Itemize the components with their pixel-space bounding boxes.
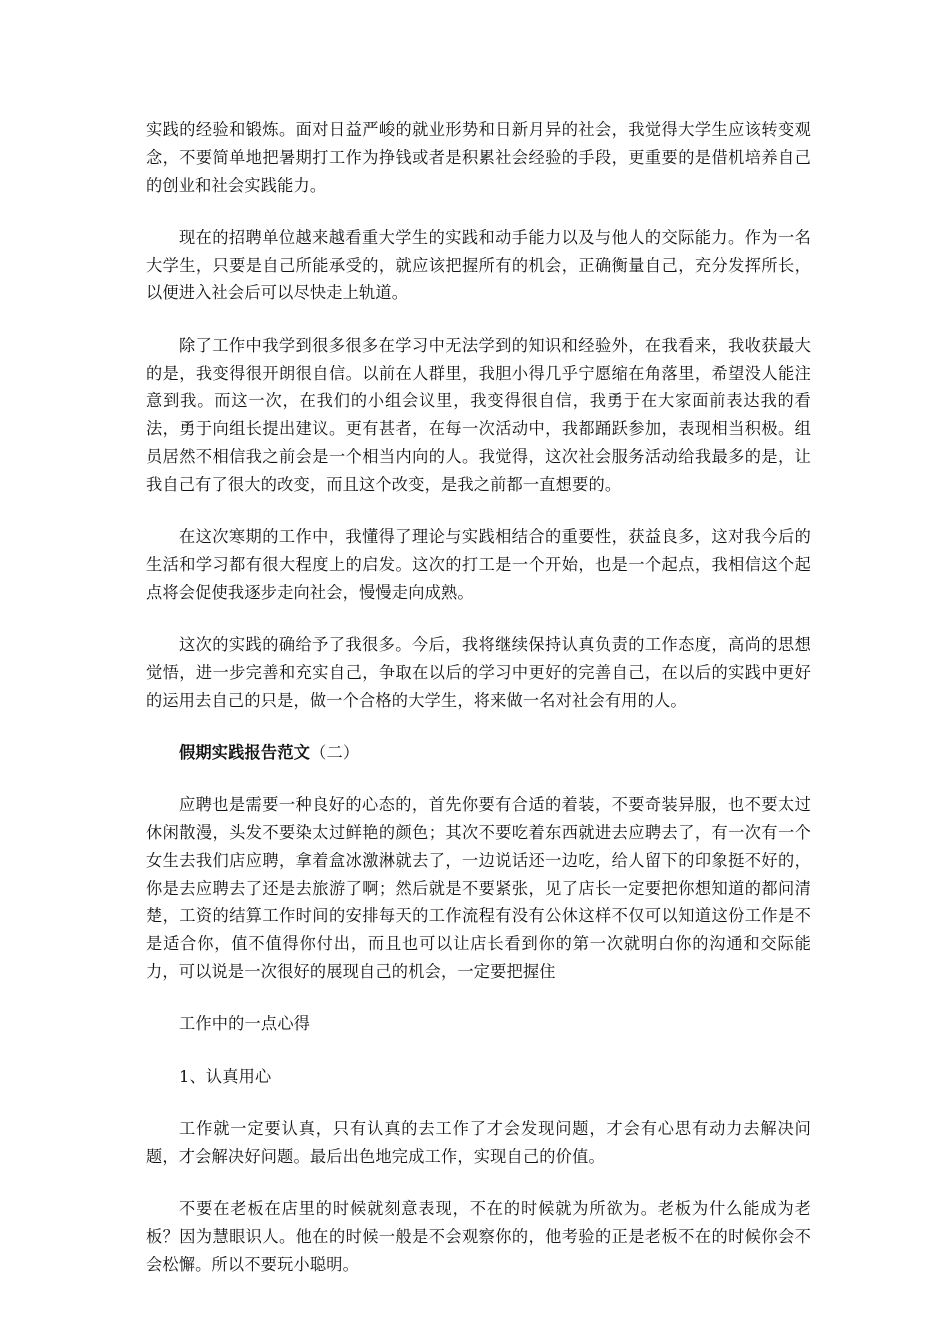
document-body bbox=[146, 116, 811, 1303]
section-heading-suffix: （二） bbox=[310, 742, 360, 762]
subheading-work-insights: 工作中的一点心得 bbox=[179, 1014, 311, 1034]
section-heading-main: 假期实践报告范文 bbox=[179, 742, 311, 762]
paragraph-interview: 应聘也是需要一种良好的心态的，首先你要有合适的着装，不要奇装异服，也不要太过休闲散漫，头发不要染太过鲜艳的颜色；其次不要吃着东西就进去应聘去了，有一次有一个女生去我们店应聘，拿着盒冰激淋就去了，一边说话还一边吃，给人留下的印象挺不好的，你是去应聘去了还是去旅游了啊；然后就是不要紧张，见了店长一定要把你想知道的都问清楚，工资的结算工作时间的安排每天的工作流程有没有公休这样不仅可以知道这份工作是不是适合你，值不值得你付出，而且也可以让店长看到你的第一次就明白你的沟通和交际能力，可以说是一次很好的展现自己的机会，一定要把握住 bbox=[146, 795, 811, 981]
paragraph-recruitment: 现在的招聘单位越来越看重大学生的实践和动手能力以及与他人的交际能力。作为一名大学生，只要是自己所能承受的，就应该把握所有的机会，正确衡量自己，充分发挥所长，以便进入社会后可以尽快走上轨道。 bbox=[146, 227, 811, 303]
paragraph-continuation: 实践的经验和锻炼。面对日益严峻的就业形势和日新月异的社会，我觉得大学生应该转变观念，不要简单地把暑期打工作为挣钱或者是积累社会经验的手段，更重要的是借机培养自己的创业和社会实践能力。 bbox=[146, 120, 811, 195]
paragraph-winter-work: 在这次寒期的工作中，我懂得了理论与实践相结合的重要性，获益良多，这对我今后的生活和学习都有很大程度上的启发。这次的打工是一个开始，也是一个起点，我相信这个起点将会促使我逐步走向社会，慢慢走向成熟。 bbox=[146, 527, 811, 602]
paragraph-conclusion: 这次的实践的确给予了我很多。今后，我将继续保持认真负责的工作态度，高尚的思想觉悟，进一步完善和充实自己，争取在以后的学习中更好的完善自己，在以后的实践中更好的运用去自己的只是，做一个合格的大学生，将来做一名对社会有用的人。 bbox=[146, 634, 811, 710]
paragraph-boss: 不要在老板在店里的时候就刻意表现，不在的时候就为所欲为。老板为什么能成为老板？因为慧眼识人。他在的时候一般是不会观察你的，他考验的正是老板不在的时候你会不会松懈。所以不要玩小聪明。 bbox=[146, 1198, 811, 1274]
section-heading bbox=[146, 739, 811, 767]
paragraph-confidence: 除了工作中我学到很多很多在学习中无法学到的知识和经验外，在我看来，我收获最大的是，我变得很开朗很自信。以前在人群里，我胆小得几乎宁愿缩在角落里，希望没人能注意到我。而这一次，在我们的小组会议里，我变得很自信，我勇于在大家面前表达我的看法，勇于向组长提出建议。更有甚者，在每一次活动中，我都踊跃参加，表现相当积极。组员居然不相信我之前会是一个相当内向的人。我觉得，这次社会服务活动给我最多的是，让我自己有了很大的改变，而且这个改变，是我之前都一直想要的。 bbox=[146, 335, 811, 494]
paragraph-serious-work: 工作就一定要认真，只有认真的去工作了才会发现问题，才会有心思有动力去解决问题，才会解决好问题。最后出色地完成工作，实现自己的价值。 bbox=[146, 1118, 811, 1166]
list-item-title: 1、认真用心 bbox=[179, 1066, 272, 1086]
